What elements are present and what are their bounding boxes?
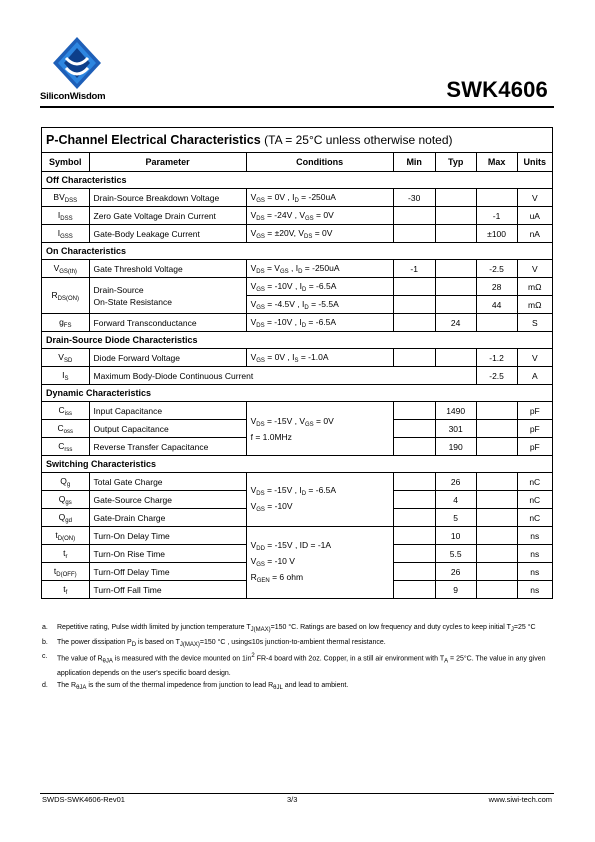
parameter-cell: Turn-On Rise Time <box>89 545 246 563</box>
diamond-logo-icon <box>52 36 102 92</box>
parameter-cell: Diode Forward Voltage <box>89 349 246 367</box>
unit-cell: ns <box>517 545 552 563</box>
typ-cell <box>435 225 476 243</box>
max-cell <box>476 491 517 509</box>
footnote-label: a. <box>42 624 48 631</box>
conditions-line: $V_{GS} = -10$ V <box>250 555 295 568</box>
table-title-text: P-Channel Electrical Characteristics <box>46 133 261 147</box>
symbol-cell: $t_{D(ON)}$ <box>42 527 90 545</box>
unit-cell: V <box>517 189 552 207</box>
typ-cell: 5 <box>435 509 476 527</box>
conditions-cell: $V_{GS} = 0V$ , $I_S = -1.0A$ <box>246 349 393 367</box>
parameter-cell: Turn-Off Fall Time <box>89 581 246 599</box>
typ-cell: 24 <box>435 314 476 332</box>
min-cell <box>393 349 435 367</box>
min-cell <box>393 314 435 332</box>
max-cell: ±100 <box>476 225 517 243</box>
max-cell <box>476 527 517 545</box>
max-cell <box>476 189 517 207</box>
table-row <box>42 367 553 385</box>
symbol-cell: $t_{D(OFF)}$ <box>42 563 90 581</box>
conditions-cell <box>246 527 393 599</box>
typ-cell <box>435 260 476 278</box>
min-cell <box>393 207 435 225</box>
header-divider <box>40 106 554 108</box>
conditions-cell: $V_{GS} = \pm 20V$, $V_{DS} = 0V$ <box>246 225 393 243</box>
min-cell <box>393 509 435 527</box>
min-cell <box>393 545 435 563</box>
max-cell <box>476 545 517 563</box>
parameter-cell: Input Capacitance <box>89 402 246 420</box>
max-cell: 28 <box>476 278 517 296</box>
company-logo <box>40 36 120 106</box>
symbol-cell: $Q_{gs}$ <box>42 491 90 509</box>
max-cell: 44 <box>476 296 517 314</box>
conditions-line: $V_{DD} = -15V$ , ID = -1A <box>250 539 332 552</box>
footer-doc-id: SWDS-SWK4606-Rev01 <box>42 795 125 804</box>
parameter-cell: Gate-Source Charge <box>89 491 246 509</box>
table-row <box>42 314 553 332</box>
symbol-cell: $R_{DS(ON)}$ <box>42 278 90 314</box>
parameter-line: Drain-Source <box>93 284 144 295</box>
section-switching: Switching Characteristics <box>42 456 553 473</box>
min-cell <box>393 278 435 296</box>
parameter-cell: Zero Gate Voltage Drain Current <box>89 207 246 225</box>
typ-cell <box>435 278 476 296</box>
conditions-cell: $V_{DS} = -10V$ , $I_D = -6.5A$ <box>246 314 393 332</box>
min-cell <box>393 527 435 545</box>
conditions-cell: $V_{GS} = -10V$ , $I_D = -6.5A$ <box>246 278 393 296</box>
parameter-cell <box>89 278 246 314</box>
parameter-line: On-State Resistance <box>93 296 172 307</box>
max-cell <box>476 563 517 581</box>
typ-cell: 26 <box>435 563 476 581</box>
min-cell <box>393 581 435 599</box>
min-cell <box>393 420 435 438</box>
min-cell: -30 <box>393 189 435 207</box>
conditions-cell <box>246 402 393 456</box>
table-row <box>42 349 553 367</box>
symbol-cell: $I_{DSS}$ <box>42 207 90 225</box>
unit-cell: ns <box>517 563 552 581</box>
electrical-characteristics-table <box>41 127 553 599</box>
column-header-min: Min <box>393 153 435 172</box>
unit-cell: pF <box>517 438 552 456</box>
footnote <box>42 637 552 652</box>
footnote <box>42 680 552 695</box>
column-header-parameter: Parameter <box>89 153 246 172</box>
unit-cell: ns <box>517 527 552 545</box>
part-number: SWK4606 <box>446 77 548 102</box>
typ-cell: 4 <box>435 491 476 509</box>
unit-cell: V <box>517 260 552 278</box>
unit-cell: V <box>517 349 552 367</box>
conditions-cell <box>246 473 393 527</box>
footnote <box>42 622 552 637</box>
max-cell: -1.2 <box>476 349 517 367</box>
table-title <box>42 128 553 153</box>
typ-cell: 9 <box>435 581 476 599</box>
min-cell <box>393 563 435 581</box>
conditions-cell: $V_{DS} = -24V$ , $V_{GS} = 0V$ <box>246 207 393 225</box>
max-cell <box>476 581 517 599</box>
section-off: Off Characteristics <box>42 172 553 189</box>
symbol-cell: $C_{iss}$ <box>42 402 90 420</box>
conditions-line: $V_{DS} = -15V$ , $V_{GS} = 0V$ <box>250 415 334 428</box>
unit-cell: S <box>517 314 552 332</box>
symbol-cell: $t_f$ <box>42 581 90 599</box>
table-title-condition: (TA = 25°C unless otherwise noted) <box>264 133 453 147</box>
footer-website[interactable]: www.siwi-tech.com <box>488 795 552 804</box>
footer-divider <box>40 793 554 794</box>
max-cell <box>476 438 517 456</box>
typ-cell: 26 <box>435 473 476 491</box>
column-header-row <box>42 153 553 172</box>
conditions-line: $R_{GEN} = 6$ ohm <box>250 571 304 584</box>
typ-cell: 190 <box>435 438 476 456</box>
typ-cell <box>435 296 476 314</box>
brand-name: SiliconWisdom <box>40 91 106 102</box>
table-row <box>42 278 553 296</box>
conditions-line: $V_{GS} = -10V$ <box>250 500 293 513</box>
section-dynamic: Dynamic Characteristics <box>42 385 553 402</box>
footnote-text: The power dissipation $P_D$ is based on $T_{J(MAX)}=150$ °C , using≤10s junction-to-ambient thermal resistance. <box>57 638 386 648</box>
table-row <box>42 473 553 491</box>
min-cell: -1 <box>393 260 435 278</box>
min-cell <box>393 491 435 509</box>
symbol-cell: $Q_{gd}$ <box>42 509 90 527</box>
section-on: On Characteristics <box>42 243 553 260</box>
table-row <box>42 260 553 278</box>
unit-cell: nC <box>517 473 552 491</box>
symbol-cell: $I_{GSS}$ <box>42 225 90 243</box>
symbol-cell: $BV_{DSS}$ <box>42 189 90 207</box>
max-cell <box>476 420 517 438</box>
parameter-cell: Output Capacitance <box>89 420 246 438</box>
max-cell: -2.5 <box>476 367 517 385</box>
footnote-label: d. <box>42 681 48 689</box>
min-cell <box>393 438 435 456</box>
unit-cell: nA <box>517 225 552 243</box>
footnote <box>42 651 552 680</box>
unit-cell: ns <box>517 581 552 599</box>
typ-cell <box>435 207 476 225</box>
footnote-label: c. <box>42 653 48 661</box>
typ-cell <box>435 189 476 207</box>
footnote-text: Repetitive rating, Pulse width limited by junction temperature $T_{J(MAX)}=150$ °C. Ratings are based on low frequency and duty cycles to keep initial $T_J=25$ °C <box>57 624 536 633</box>
symbol-cell: $Q_g$ <box>42 473 90 491</box>
symbol-cell: $V_{SD}$ <box>42 349 90 367</box>
unit-cell: mΩ <box>517 278 552 296</box>
unit-cell: A <box>517 367 552 385</box>
conditions-cell: $V_{DS} = V_{GS}$ , $I_D = -250uA$ <box>246 260 393 278</box>
typ-cell: 10 <box>435 527 476 545</box>
column-header-conditions: Conditions <box>246 153 393 172</box>
parameter-cell: Gate-Body Leakage Current <box>89 225 246 243</box>
symbol-cell: $C_{rss}$ <box>42 438 90 456</box>
unit-cell: pF <box>517 420 552 438</box>
table-row <box>42 225 553 243</box>
max-cell <box>476 509 517 527</box>
parameter-cell: Maximum Body-Diode Continuous Current <box>89 367 476 385</box>
symbol-cell: $I_S$ <box>42 367 90 385</box>
table-row <box>42 189 553 207</box>
typ-cell: 301 <box>435 420 476 438</box>
parameter-cell: Gate-Drain Charge <box>89 509 246 527</box>
column-header-units: Units <box>517 153 552 172</box>
unit-cell: mΩ <box>517 296 552 314</box>
conditions-line: f = 1.0MHz <box>250 431 292 442</box>
parameter-cell: Drain-Source Breakdown Voltage <box>89 189 246 207</box>
min-cell <box>393 296 435 314</box>
min-cell <box>393 402 435 420</box>
unit-cell: nC <box>517 509 552 527</box>
unit-cell: nC <box>517 491 552 509</box>
symbol-cell: $g_{FS}$ <box>42 314 90 332</box>
symbol-cell: $t_r$ <box>42 545 90 563</box>
unit-cell: uA <box>517 207 552 225</box>
typ-cell: 5.5 <box>435 545 476 563</box>
conditions-cell: $V_{GS} = -4.5V$ , $I_D = -5.5A$ <box>246 296 393 314</box>
section-diode: Drain-Source Diode Characteristics <box>42 332 553 349</box>
table-row <box>42 527 553 545</box>
footnote-text: The value of $R_{\theta JA}$ is measured with the device mounted on $1in^2$ FR-4 board with 2oz. Copper, in a still air environment with $T_A = 25^\circ C$. The value in any given application depends on the user's specific board design. <box>57 653 546 678</box>
parameter-cell: Turn-Off Delay Time <box>89 563 246 581</box>
max-cell: -1 <box>476 207 517 225</box>
footnotes <box>42 622 552 694</box>
min-cell <box>393 473 435 491</box>
table-row <box>42 402 553 420</box>
max-cell: -2.5 <box>476 260 517 278</box>
parameter-cell: Forward Transconductance <box>89 314 246 332</box>
footnote-text: The $R_{\theta JA}$ is the sum of the thermal impedence from junction to lead $R_{\theta JL}$ and lead to ambient. <box>57 681 349 691</box>
max-cell <box>476 402 517 420</box>
unit-cell: pF <box>517 402 552 420</box>
column-header-symbol: Symbol <box>42 153 90 172</box>
parameter-cell: Gate Threshold Voltage <box>89 260 246 278</box>
footnote-label: b. <box>42 638 48 646</box>
min-cell <box>393 225 435 243</box>
table-row <box>42 207 553 225</box>
max-cell <box>476 473 517 491</box>
column-header-max: Max <box>476 153 517 172</box>
symbol-cell: $C_{oss}$ <box>42 420 90 438</box>
symbol-cell: $V_{GS(th)}$ <box>42 260 90 278</box>
conditions-cell: $V_{GS} = 0V$ , $I_D = -250uA$ <box>246 189 393 207</box>
footer-page-number: 3/3 <box>287 795 298 804</box>
conditions-line: $V_{DS} = -15V$ , $I_D = -6.5A$ <box>250 484 337 497</box>
max-cell <box>476 314 517 332</box>
parameter-cell: Reverse Transfer Capacitance <box>89 438 246 456</box>
typ-cell: 1490 <box>435 402 476 420</box>
typ-cell <box>435 349 476 367</box>
column-header-typ: Typ <box>435 153 476 172</box>
parameter-cell: Total Gate Charge <box>89 473 246 491</box>
parameter-cell: Turn-On Delay Time <box>89 527 246 545</box>
